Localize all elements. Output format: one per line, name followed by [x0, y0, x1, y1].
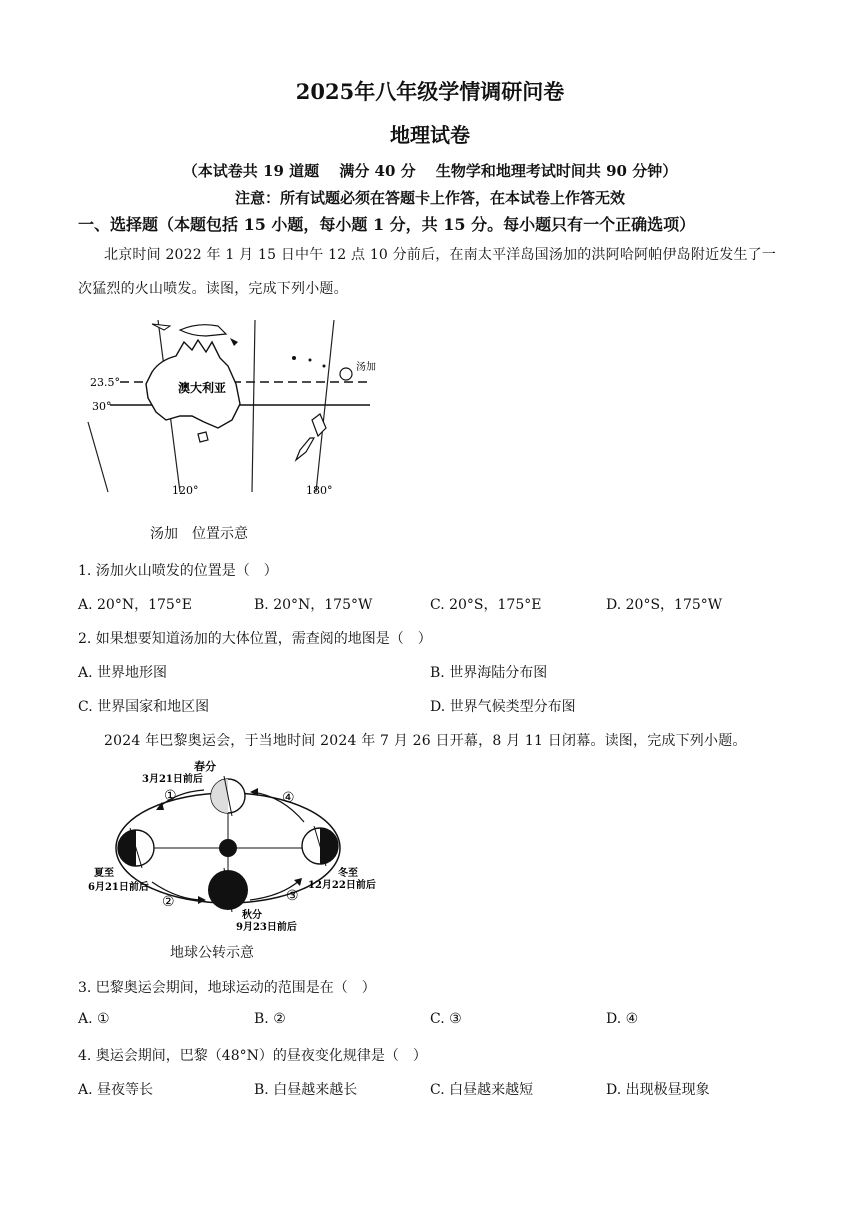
label-tropic: 23.5° — [90, 376, 120, 389]
autumn-date-label: 9月23日前后 — [236, 922, 297, 933]
exam-title: 2025年八年级学情调研问卷 — [295, 79, 565, 104]
summer-date-label: 6月21日前后 — [88, 882, 149, 893]
q4-option-b: B. 白昼越来越长 — [254, 1082, 358, 1098]
q4-option-c: C. 白昼越来越短 — [430, 1082, 534, 1098]
q4-option-d: D. 出现极昼现象 — [606, 1082, 710, 1098]
spring-date-label: 3月21日前后 — [142, 774, 203, 785]
intro-paragraph-2: 2024 年巴黎奥运会，于当地时间 2024 年 7 月 26 日开幕，8 月 11 日闭幕。读图，完成下列小题。 — [104, 733, 747, 749]
q3-option-c: C. ③ — [430, 1011, 462, 1027]
q1-option-a: A. 20°N，175°E — [78, 597, 193, 613]
summer-label: 夏至 — [94, 868, 114, 879]
question-4: 4. 奥运会期间，巴黎（48°N）的昼夜变化规律是（ ） — [78, 1048, 427, 1064]
arrow-2-label: ② — [162, 894, 175, 910]
q2-option-a: A. 世界地形图 — [78, 665, 168, 681]
q2-option-d: D. 世界气候类型分布图 — [430, 699, 576, 715]
question-1: 1. 汤加火山喷发的位置是（ ） — [78, 563, 278, 579]
earth-orbit-diagram — [86, 760, 386, 935]
autumn-label: 秋分 — [242, 910, 262, 921]
map-caption: 汤加 位置示意 — [150, 526, 248, 542]
exam-subtitle: 地理试卷 — [390, 123, 470, 147]
spring-label: 春分 — [194, 760, 216, 773]
intro-paragraph-line1: 北京时间 2022 年 1 月 15 日中午 12 点 10 分前后，在南太平洋岛国汤加的洪阿哈阿帕伊岛附近发生了一 — [104, 247, 777, 263]
section-heading: 一、选择题（本题包括 15 小题，每小题 1 分，共 15 分。每小题只有一个正确选项） — [78, 215, 696, 234]
q3-option-d: D. ④ — [606, 1011, 639, 1027]
label-120: 120° — [172, 484, 199, 497]
winter-date-label: 12月22日前后 — [308, 880, 376, 891]
q4-option-a: A. 昼夜等长 — [78, 1082, 154, 1098]
question-2: 2. 如果想要知道汤加的大体位置，需查阅的地图是（ ） — [78, 631, 432, 647]
q1-option-d: D. 20°S，175°W — [606, 597, 723, 613]
q2-option-c: C. 世界国家和地区图 — [78, 699, 210, 715]
tonga-location-map — [80, 312, 380, 502]
question-3: 3. 巴黎奥运会期间，地球运动的范围是在（ ） — [78, 980, 376, 996]
orbit-caption: 地球公转示意 — [170, 945, 254, 961]
q1-option-c: C. 20°S，175°E — [430, 597, 542, 613]
label-180: 180° — [306, 484, 333, 497]
q2-option-b: B. 世界海陆分布图 — [430, 665, 548, 681]
q3-option-a: A. ① — [78, 1011, 110, 1027]
intro-paragraph-line2: 次猛烈的火山喷发。读图，完成下列小题。 — [78, 281, 348, 297]
arrow-4-label: ④ — [282, 790, 295, 806]
label-australia: 澳大利亚 — [178, 381, 227, 395]
exam-notice: 注意：所有试题必须在答题卡上作答，在本试卷上作答无效 — [234, 189, 625, 207]
winter-label: 冬至 — [338, 868, 358, 879]
q3-option-b: B. ② — [254, 1011, 286, 1027]
label-30: 30° — [92, 400, 112, 413]
label-tonga: 汤加 — [356, 362, 376, 373]
exam-info: （本试卷共 19 道题 满分 40 分 生物学和地理考试时间共 90 分钟） — [182, 162, 678, 180]
q1-option-b: B. 20°N，175°W — [254, 597, 373, 613]
arrow-3-label: ③ — [286, 888, 299, 904]
arrow-1-label: ① — [164, 788, 177, 804]
